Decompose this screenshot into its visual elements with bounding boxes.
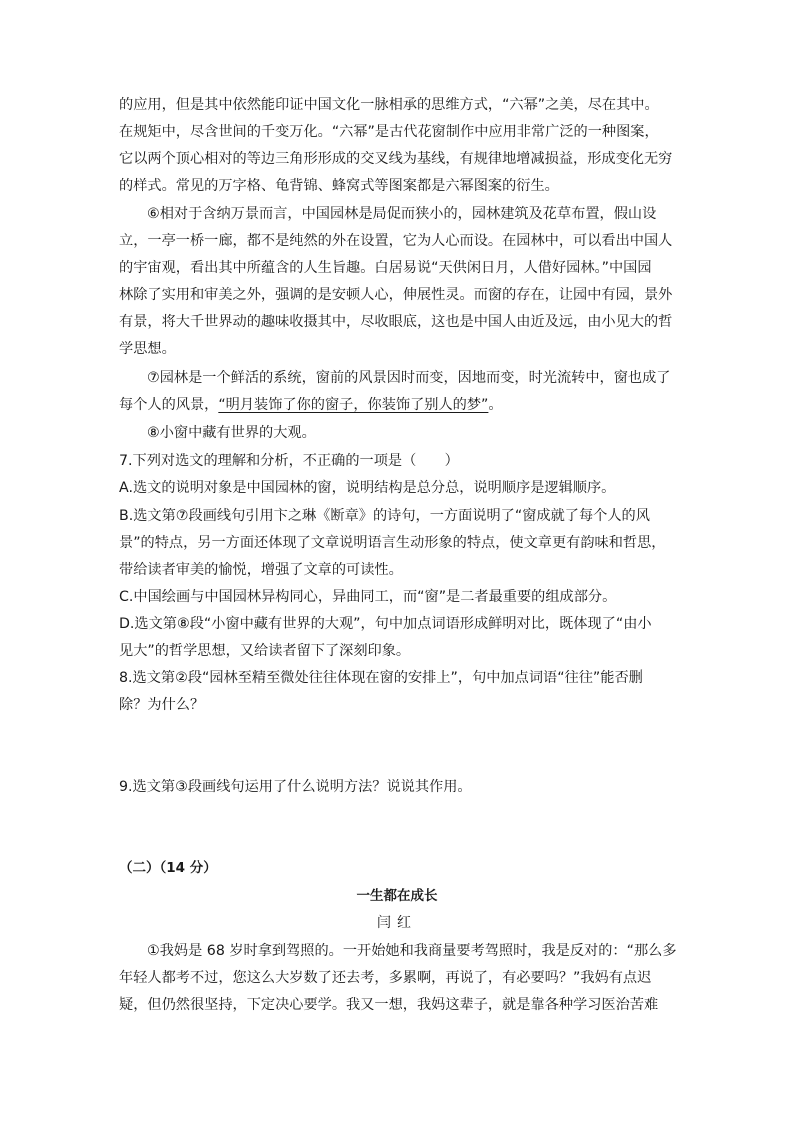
paragraph-6-line: 林除了实用和审美之外，强调的是安顿人心，伸展性灵。而窗的存在，让园中有园，景外 xyxy=(119,287,673,303)
paragraph-8: ⑧小窗中藏有世界的大观。 xyxy=(147,425,316,441)
paragraph-5-line: 的应用，但是其中依然能印证中国文化一脉相承的思维方式，“六幂”之美，尽在其中。 xyxy=(119,97,659,113)
underlined-quote: “明月装饰了你的窗子，你装饰了别人的梦” xyxy=(218,397,489,413)
question-7-option-d: 见大”的哲学思想，又给读者留下了深刻印象。 xyxy=(119,643,411,659)
paragraph-5-line: 它以两个顶心相对的等边三角形形成的交叉线为基线，有规律地增减损益，形成变化无穷 xyxy=(119,151,673,167)
passage-title: 一生都在成长 xyxy=(356,888,438,904)
paragraph-6-line: 的宇宙观，看出其中所蕴含的人生旨趣。白居易说“天供闲日月，人借好园林。”中国园 xyxy=(119,260,652,276)
question-9: 9.选文第③段画线句运用了什么说明方法？说说其作用。 xyxy=(119,779,472,795)
question-7-option-b: B.选文第⑦段画线句引用卞之琳《断章》的诗句，一方面说明了“窗成就了每个人的风 xyxy=(119,508,650,524)
paragraph-6-line: 有景，将大千世界动的趣味收摄其中，尽收眼底，这也是中国人由近及远，由小见大的哲 xyxy=(119,314,673,330)
question-7-option-b: 景”的特点，另一方面还体现了文章说明语言生动形象的特点，使文章更有韵味和哲思， xyxy=(119,535,666,551)
question-8: 8.选文第②段“园林至精至微处往往体现在窗的安排上”，句中加点词语“往往”能否删 xyxy=(119,670,643,686)
paragraph-6-line: ⑥相对于含纳万景而言，中国园林是局促而狭小的，园林建筑及花草布置，假山设 xyxy=(147,206,657,222)
paragraph-5-line: 在规矩中，尽含世间的千变万化。“六幂”是古代花窗制作中应用非常广泛的一种图案， xyxy=(119,124,659,140)
paragraph-6-line: 学思想。 xyxy=(119,341,176,357)
passage-author: 闫红 xyxy=(377,915,417,931)
paragraph-6-line: 立，一亭一桥一廊，都不是纯然的外在设置，它为人心而设。在园林中，可以看出中国人 xyxy=(119,233,673,249)
paragraph-7-line xyxy=(119,395,679,415)
passage-2-paragraph-1-line: 疑，但仍然很坚持，下定决心要学。我又一想，我妈这辈子，就是靠各种学习医治苦难 xyxy=(119,997,659,1013)
paragraph-5-line: 的样式。常见的万字格、龟背锦、蜂窝式等图案都是六幂图案的衍生。 xyxy=(119,178,559,194)
passage-2-paragraph-1-line: 年轻人都考不过，您这么大岁数了还去考，多累啊，再说了，有必要吗？”我妈有点迟 xyxy=(119,970,652,986)
paragraph-7-end: 。 xyxy=(488,397,503,413)
question-7-stem: 7.下列对选文的理解和分析，不正确的一项是（ ） xyxy=(119,453,459,469)
question-7-option-a: A.选文的说明对象是中国园林的窗，说明结构是总分总，说明顺序是逻辑顺序。 xyxy=(119,480,616,496)
paragraph-7-line: ⑦园林是一个鲜活的系统，窗前的风景因时而变，因地而变，时光流转中，窗也成了 xyxy=(147,370,671,386)
question-8: 除？为什么？ xyxy=(119,697,205,713)
question-7-option-d: D.选文第⑧段“小窗中藏有世界的大观”，句中加点词语形成鲜明对比，既体现了“由小 xyxy=(119,616,652,632)
paragraph-7-text: 每个人的风景， xyxy=(119,397,219,413)
passage-2-paragraph-1-line: ①我妈是 68 岁时拿到驾照的。一开始她和我商量要考驾照时，我是反对的：“那么多 xyxy=(147,943,677,959)
question-7-option-c: C.中国绘画与中国园林异构同心，异曲同工，而“窗”是二者最重要的组成部分。 xyxy=(119,589,617,605)
question-7-option-b: 带给读者审美的愉悦，增强了文章的可读性。 xyxy=(119,562,403,578)
section-header: （二）（14 分） xyxy=(119,860,217,876)
